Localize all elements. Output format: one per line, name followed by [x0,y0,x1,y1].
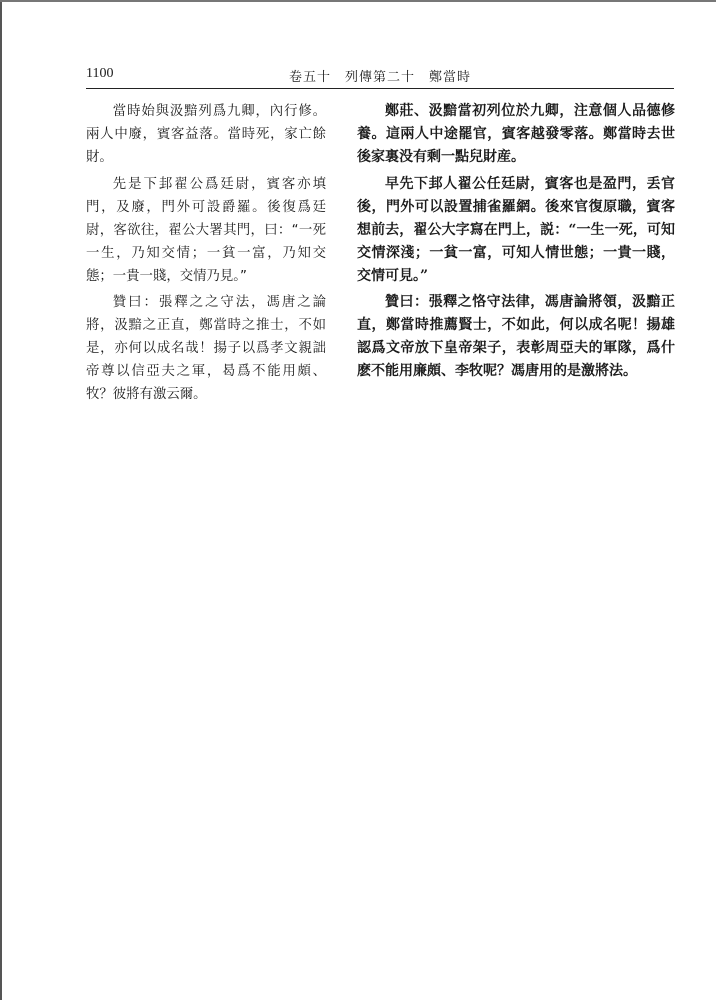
classical-paragraph-2: 先是下邽翟公爲廷尉，賓客亦填門，及廢，門外可設爵羅。後復爲廷尉，客欲往，翟公大署其門，曰：“一死一生，乃知交情；一貧一富，乃知交態；一貴一賤，交情乃見。” [86,177,326,284]
classical-paragraph-3: 贊曰：張釋之之守法，馮唐之論將，汲黯之正直，鄭當時之推士，不如是，亦何以成名哉！揚子以爲孝文親詘帝尊以信亞夫之軍，曷爲不能用頗、牧？彼將有激云爾。 [86,295,326,402]
translation-column [357,100,675,379]
scan-edge-left [0,0,2,1000]
header-rule [86,88,674,89]
page-header [86,64,674,86]
translation-paragraph-3: 贊曰：張釋之恪守法律，馮唐論將領，汲黯正直，鄭當時推薦賢士，不如此，何以成名呢！揚雄認爲文帝放下皇帝架子，表彰周亞夫的軍隊，爲什麽不能用廉頗、李牧呢？馮唐用的是激將法。 [357,294,675,379]
scan-edge-top [0,0,716,2]
running-title: 卷五十 列傳第二十 鄭當時 [288,70,471,85]
translation-paragraph-1: 鄭莊、汲黯當初列位於九卿，注意個人品德修養。這兩人中途罷官，賓客越發零落。鄭當時去世後家裏没有剩一點兒財産。 [357,103,675,165]
classical-text-column [86,100,326,402]
translation-paragraph-2: 早先下邽人翟公任廷尉，賓客也是盈門，丢官後，門外可以設置捕雀羅網。後來官復原職，賓客想前去，翟公大字寫在門上，説：“一生一死，可知交情深淺；一貧一富，可知人情世態；一貴一賤，交情可見。” [357,176,675,284]
classical-paragraph-1: 當時始與汲黯列爲九卿，內行修。兩人中廢，賓客益落。當時死，家亡餘財。 [86,104,326,165]
page-number: 1100 [86,66,114,81]
